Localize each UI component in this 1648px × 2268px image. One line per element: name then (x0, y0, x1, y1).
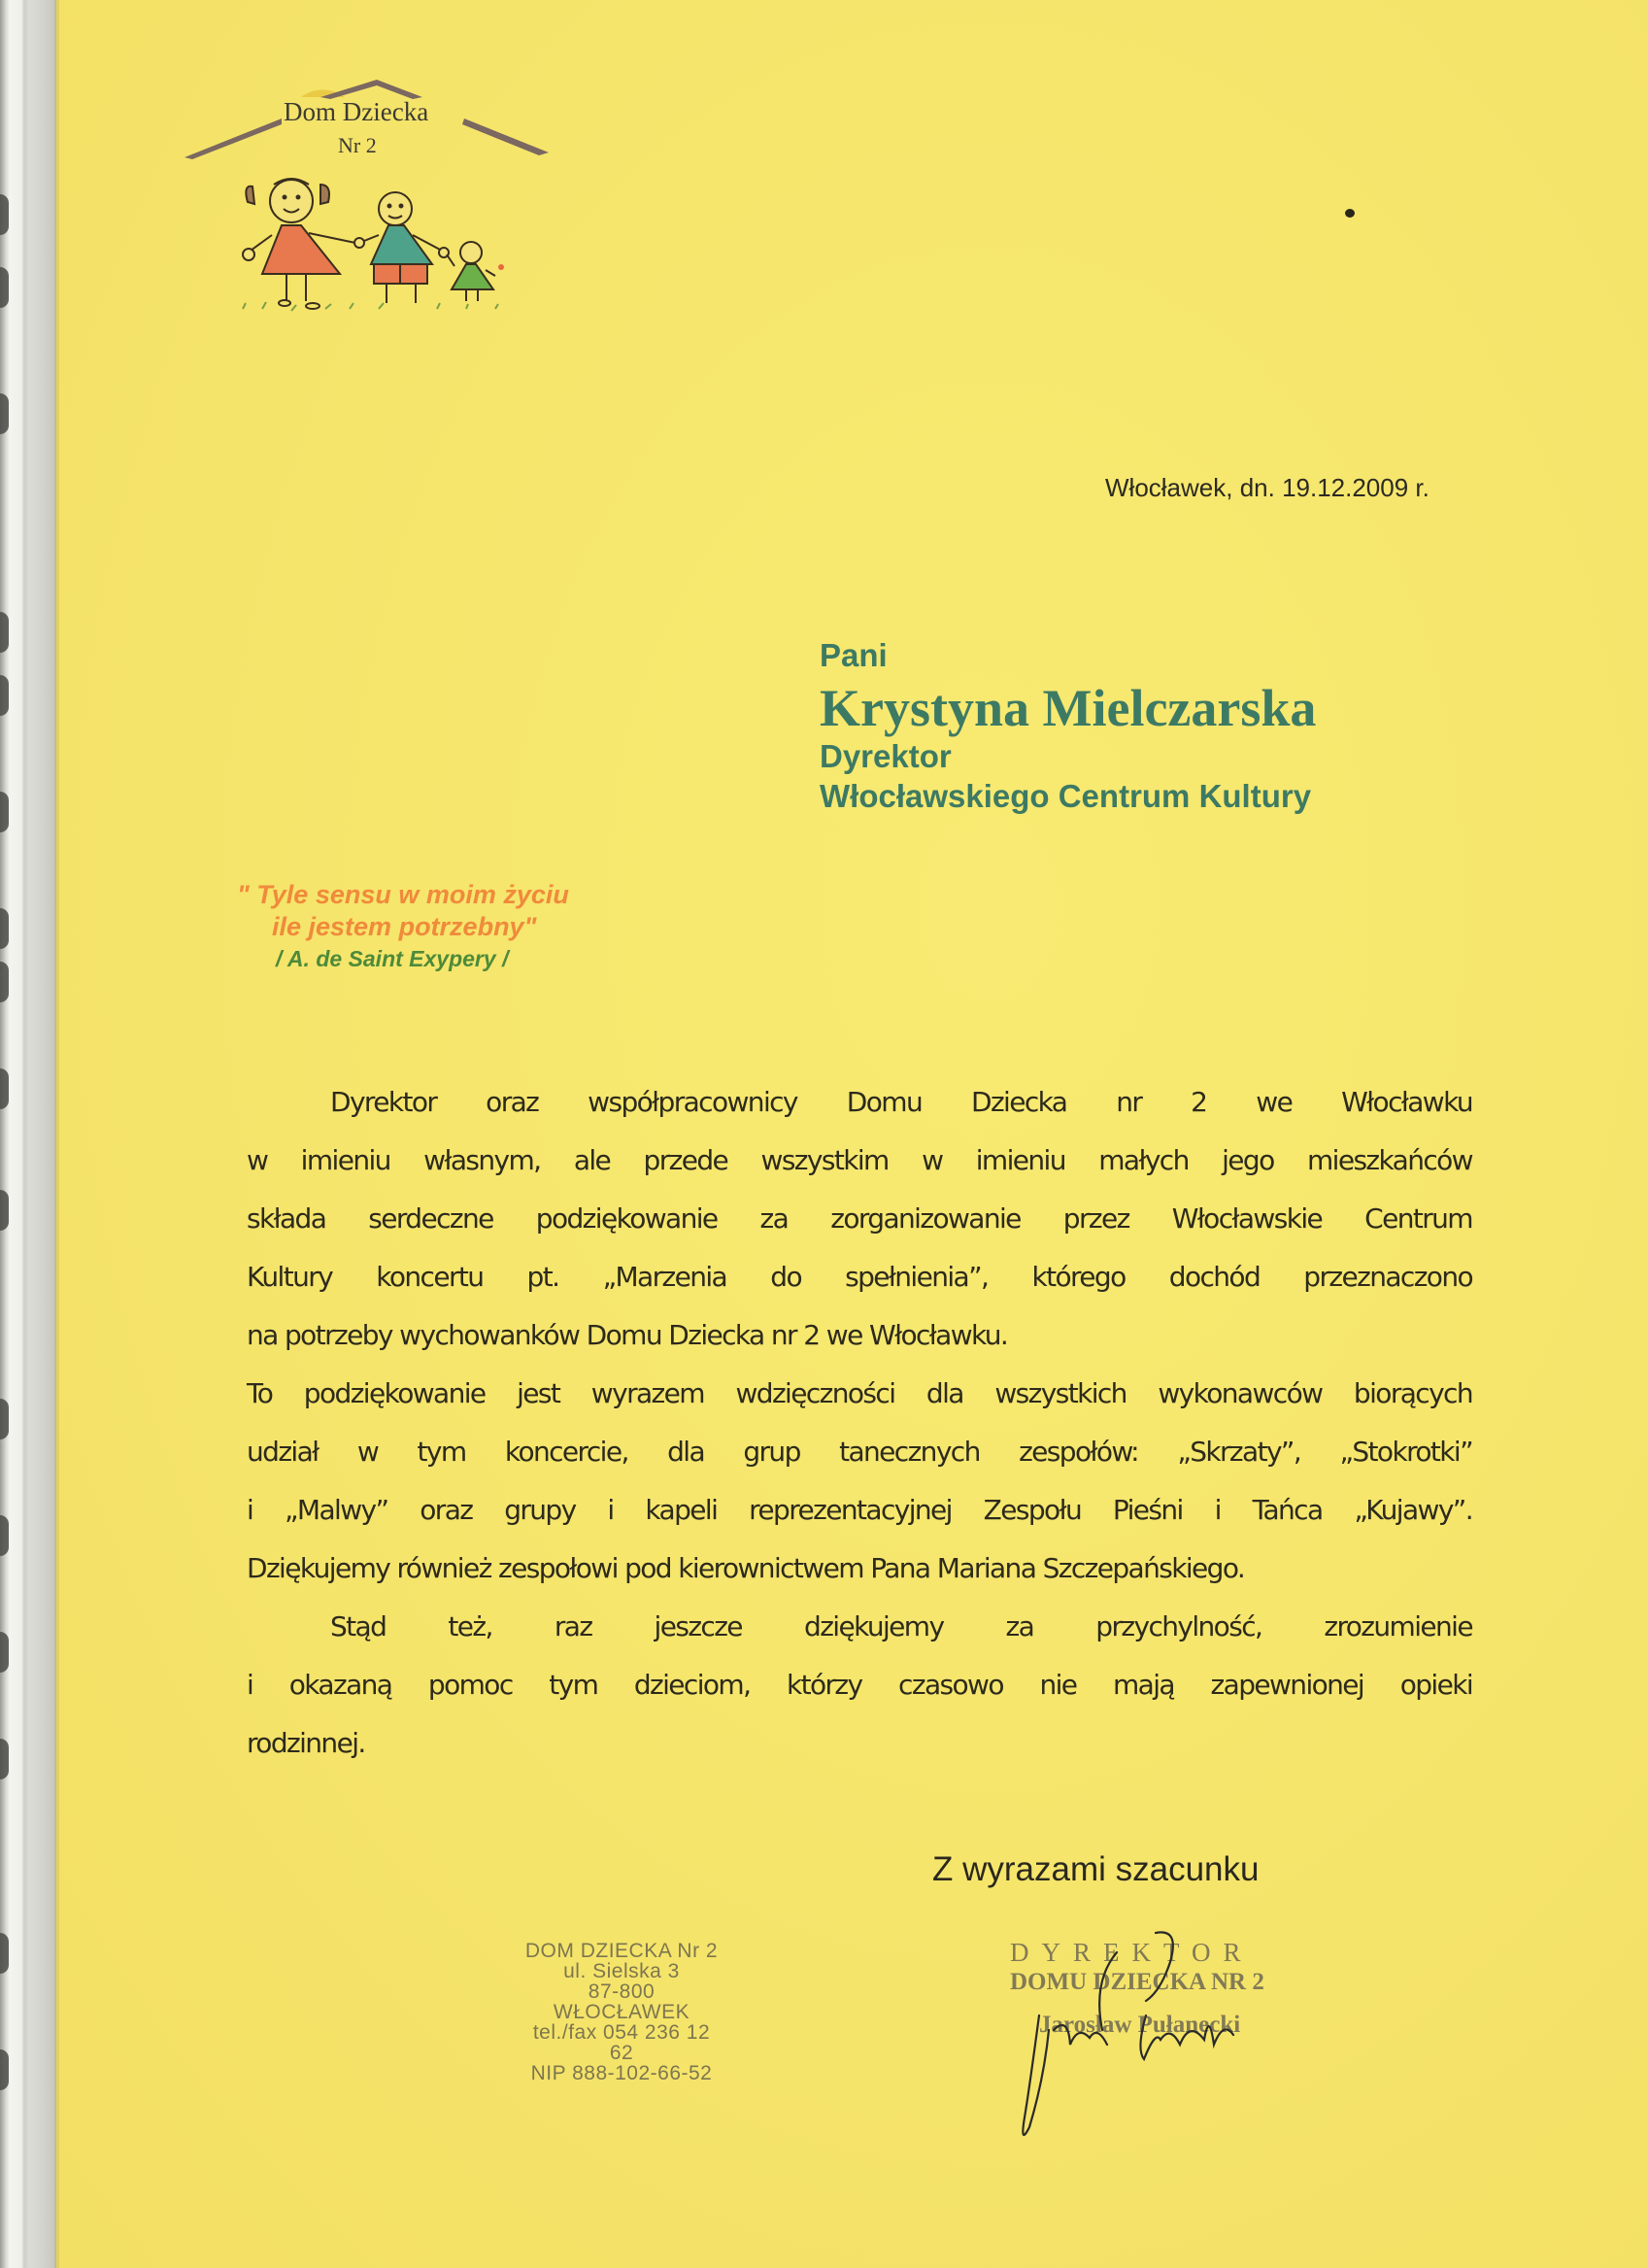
grass (243, 302, 498, 311)
stamp-name: Jarosław Pułanecki (1039, 2012, 1241, 2038)
body-line: i okazaną pomoc tym dzieciom, którzy czasowo nie mają zapewnionej opieki (247, 1669, 1472, 1701)
addressee-block (820, 636, 1316, 817)
ink-speck (1345, 209, 1355, 218)
punch-hole (0, 908, 9, 949)
punch-hole (0, 1739, 9, 1779)
punch-hole (0, 393, 9, 434)
body-line: Kultury koncertu pt. „Marzenia do spełnienia”, którego dochód przeznaczono (247, 1261, 1472, 1293)
stamp-institution: DOMU DZIECKA NR 2 (1010, 1969, 1264, 1995)
body-line: Stąd też, raz jeszcze dziękujemy za przychylność, zrozumienie (330, 1610, 1472, 1642)
small-child-figure (447, 242, 504, 301)
body-line: Dziękujemy również zespołowi pod kierownictwem Pana Mariana Szczepańskiego. (247, 1552, 1245, 1584)
body-line: rodzinnej. (247, 1727, 365, 1759)
punch-hole (0, 792, 9, 832)
punch-hole (0, 1933, 9, 1974)
punch-hole (0, 962, 9, 1002)
addressee-salutation: Pani (820, 637, 888, 673)
sleeve-border (56, 0, 59, 2268)
punch-hole (0, 267, 9, 308)
closing-phrase: Z wyrazami szacunku (932, 1850, 1260, 1888)
roof-right (462, 118, 549, 155)
roof-left (185, 118, 282, 159)
addressee-name: Krystyna Mielczarska (820, 679, 1317, 737)
roof-top (320, 80, 422, 99)
logo (146, 58, 583, 330)
date-line: Włocławek, dn. 19.12.2009 r. (1105, 473, 1429, 502)
girl-figure (243, 179, 355, 309)
logo-subtitle: Nr 2 (338, 133, 377, 157)
addressee-role: Dyrektor (820, 738, 952, 774)
stamp-line: NIP 888-102-66-52 (530, 2062, 713, 2084)
stamp-line: ul. Sielska 3 (563, 1960, 680, 1982)
punch-hole (0, 1190, 9, 1231)
logo-title: Dom Dziecka (284, 97, 429, 126)
handwritten-signature-icon (1000, 1923, 1321, 2147)
motto-line-2: ile jestem potrzebny" (272, 912, 537, 941)
stamp-line: 87-800 WŁOCŁAWEK (553, 1980, 690, 2023)
boy-figure (354, 192, 449, 303)
body-line: na potrzeby wychowanków Domu Dziecka nr 2 we Włocławku. (247, 1319, 1008, 1351)
body-line: i „Malwy” oraz grupy i kapeli reprezentacyjnej Zespołu Pieśni i Tańca „Kujawy”. (247, 1494, 1472, 1526)
punch-hole (0, 1515, 9, 1556)
body-line: w imieniu własnym, ale przede wszystkim w imieniu małych jego mieszkańców (247, 1144, 1472, 1176)
body-line: składa serdeczne podziękowanie za zorganizowanie przez Włocławskie Centrum (247, 1202, 1472, 1235)
stamp-line: tel./fax 054 236 12 62 (532, 2021, 711, 2064)
punch-hole (0, 675, 9, 716)
punch-hole (0, 1632, 9, 1673)
motto-author: / A. de Saint Exypery / (276, 946, 509, 971)
body-line: To podziękowanie jest wyrazem wdzięczności dla wszystkich wykonawców biorących (247, 1377, 1472, 1409)
punch-hole (0, 612, 9, 653)
binder-sleeve-edge (0, 0, 56, 2268)
punch-hole (0, 1068, 9, 1109)
letter-body (247, 1073, 1472, 1773)
addressee-organization: Włocławskiego Centrum Kultury (820, 778, 1312, 814)
punch-hole (0, 1399, 9, 1439)
body-line: Dyrektor oraz współpracownicy Domu Dziecka nr 2 we Włocławku (330, 1086, 1472, 1118)
flower (498, 264, 504, 270)
address-stamp (524, 1941, 719, 2083)
stamp-line: DOM DZIECKA Nr 2 (524, 1940, 719, 1962)
motto-line-1: " Tyle sensu w moim życiu (237, 880, 569, 909)
punch-hole (0, 2049, 9, 2090)
motto-quote (237, 879, 569, 975)
body-line: udział w tym koncercie, dla grup tanecznych zespołów: „Skrzaty”, „Stokrotki” (247, 1436, 1472, 1468)
stamp-title: DYREKTOR (1010, 1938, 1254, 1967)
punch-hole (0, 194, 9, 235)
